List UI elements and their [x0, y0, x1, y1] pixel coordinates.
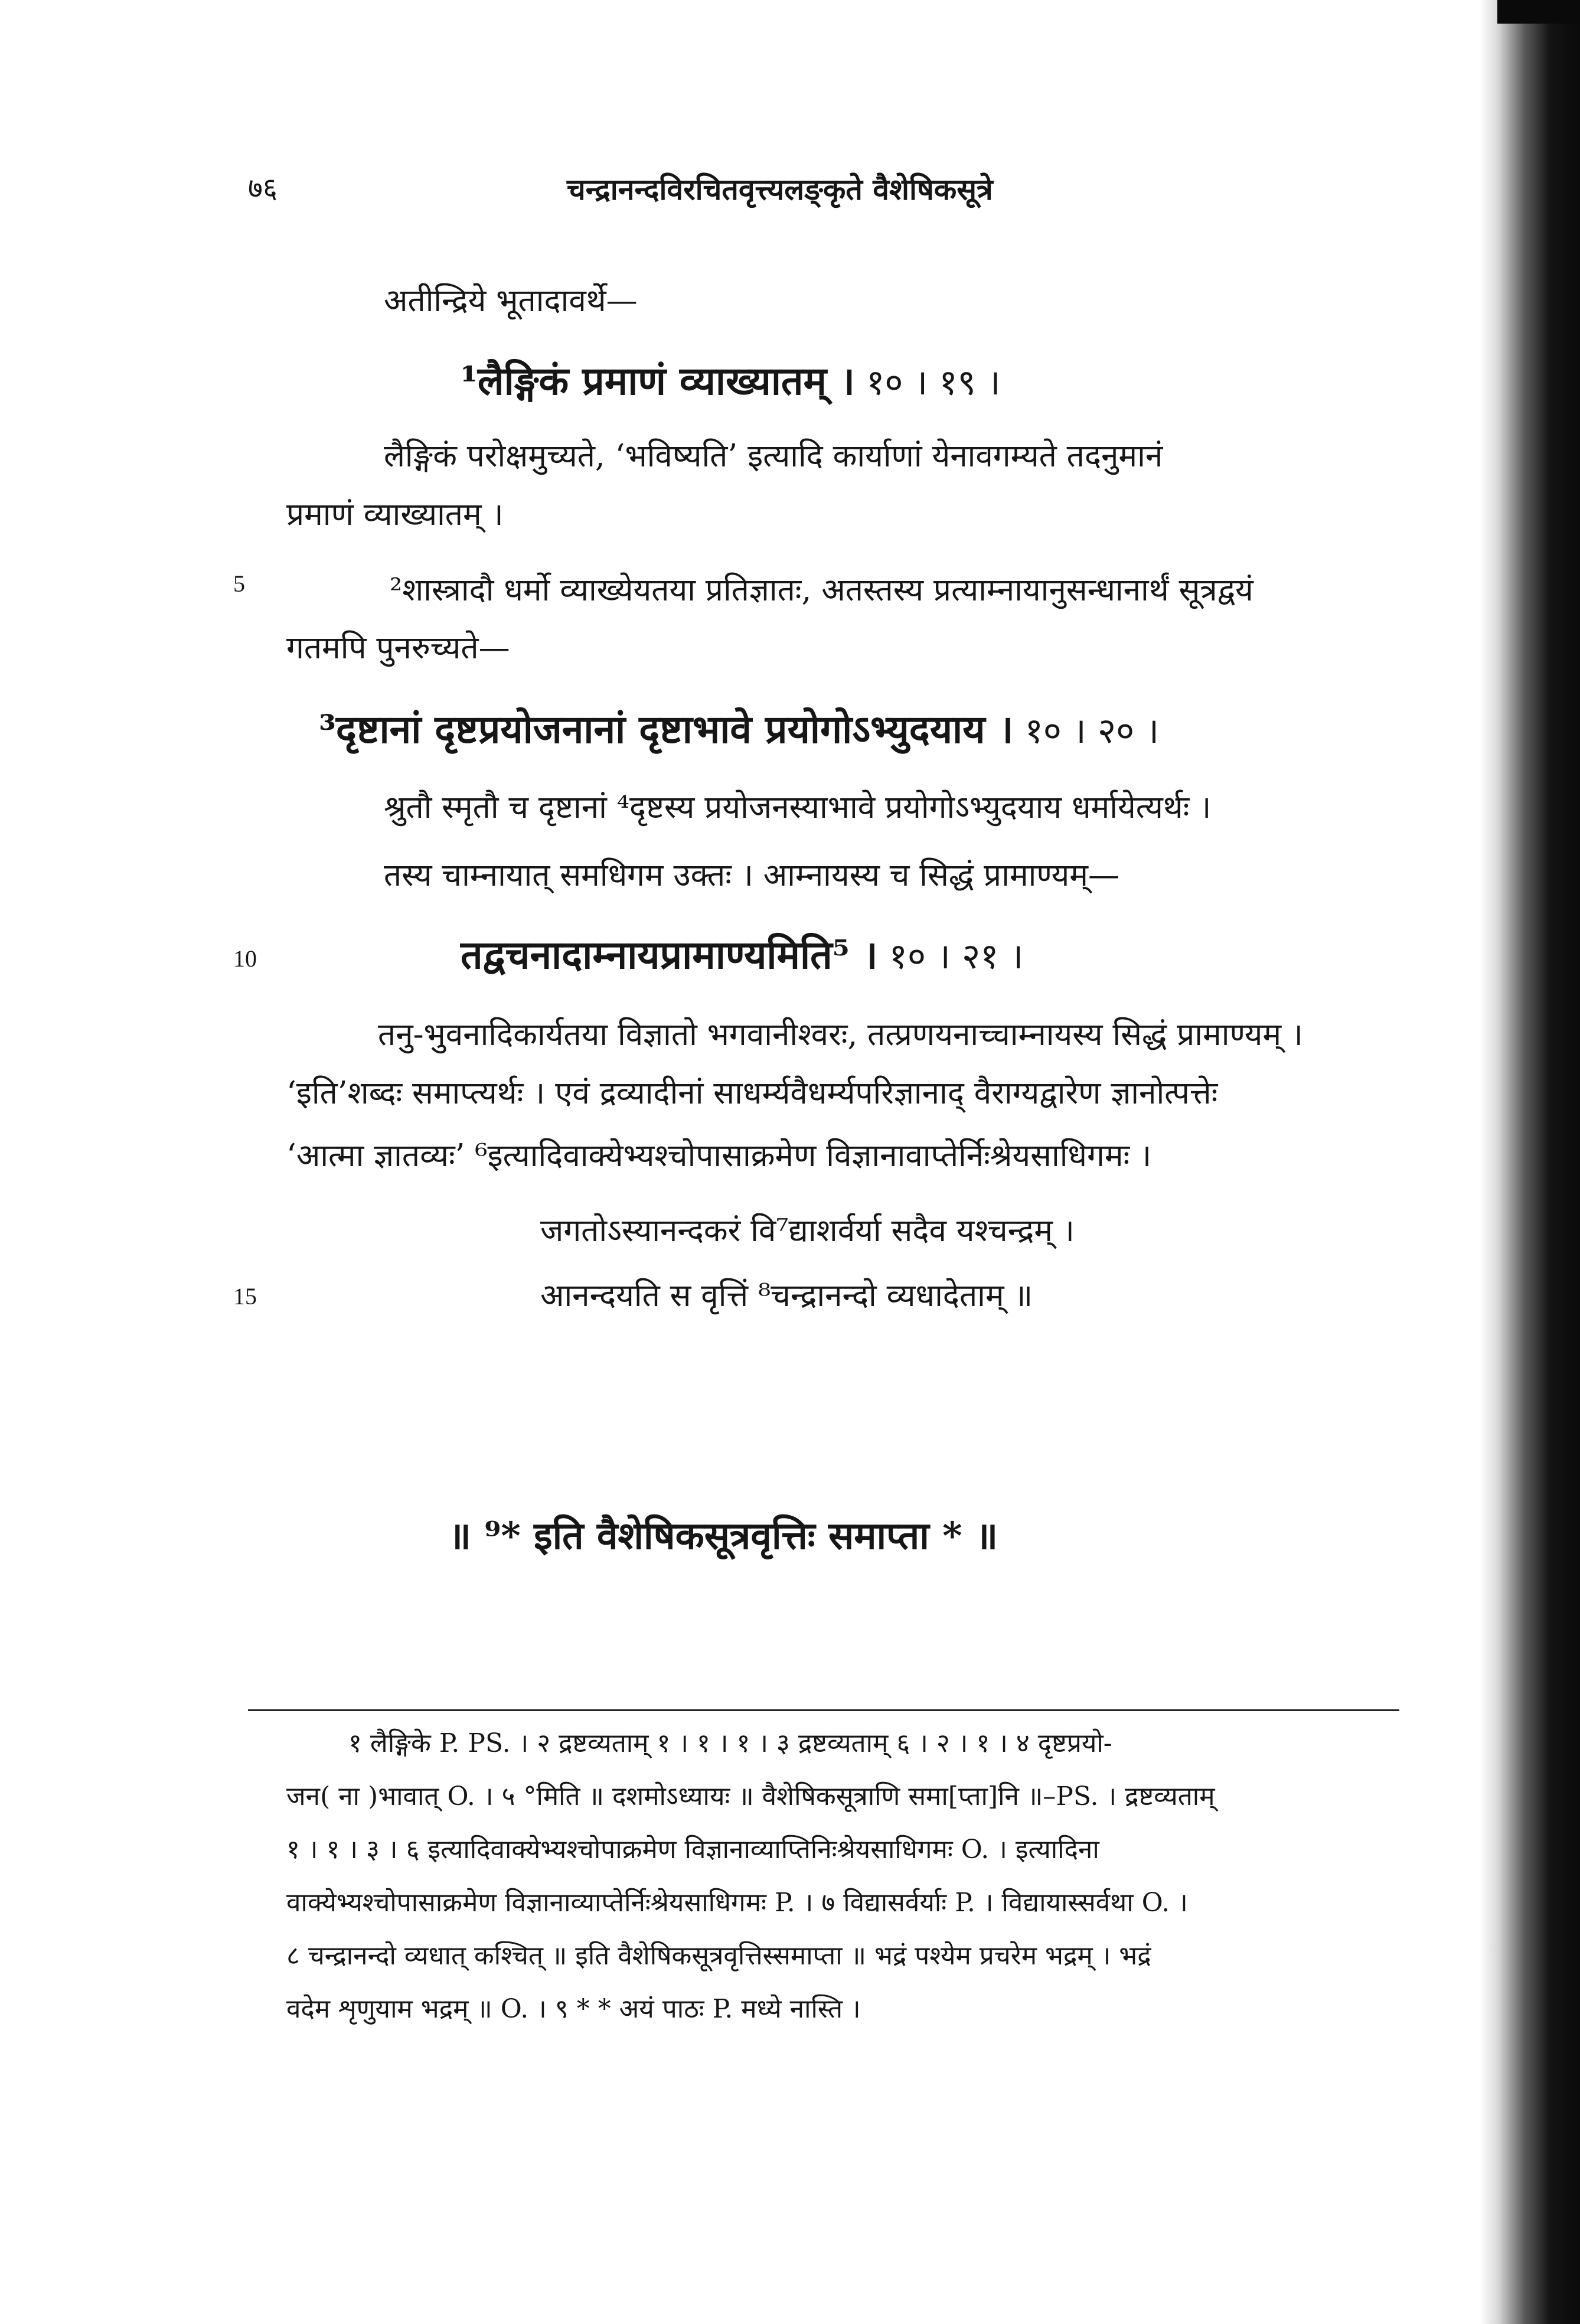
commentary-line: गतमपि पुनरुच्यते— — [286, 630, 510, 666]
verse-line: आनन्दयति स वृत्तिं ⁸चन्द्रानन्दो व्यधादेताम् ॥ — [540, 1278, 1033, 1314]
running-title: चन्द्रानन्दविरचितवृत्त्यलङ्कृते वैशेषिकसूत्रे — [567, 172, 993, 207]
sutra-text: ³दृष्टानां दृष्टप्रयोजनानां दृष्टाभावे प्रयोगोऽभ्युदयाय । — [319, 706, 1014, 752]
commentary-line: श्रुतौ स्मृतौ च दृष्टानां ⁴दृष्टस्य प्रयोजनस्याभावे प्रयोगोऽभ्युदयाय धर्मायेत्यर्थः । — [384, 789, 1212, 825]
sutra-number: १० । २० । — [1013, 710, 1160, 752]
commentary-line: ‘इति’शब्दः समाप्त्यर्थः । एवं द्रव्यादीनां साधर्म्यवैधर्म्यपरिज्ञानाद् वैराग्यद्वारेण ज्ञानोत्पत्तेः — [286, 1075, 1218, 1111]
sutra-text: तद्वचनादाम्नायप्रामाण्यमिति⁵ । — [461, 932, 878, 978]
commentary-line: तस्य चाम्नायात् समधिगम उक्तः । आम्नायस्य च सिद्धं प्रामाण्यम्— — [384, 857, 1119, 893]
sutra-10-21 — [461, 927, 1023, 980]
page-number: ७६ — [248, 172, 278, 205]
footnote-line: वदेम शृणुयाम भद्रम् ॥ O. । ९ * * अयं पाठः P. मध्ये नास्ति । — [286, 1994, 861, 2024]
footnote-line: जन( ना )भावात् O. । ५ °मिति ॥ दशमोऽध्यायः ॥ वैशेषिकसूत्राणि समा[प्ता]नि ॥–PS. । द्रष्टव्यताम् — [286, 1781, 1215, 1811]
commentary-line: लैङ्गिकं परोक्षमुच्यते, ‘भविष्यति’ इत्यादि कार्याणां येनावगम्यते तदनुमानं — [384, 438, 1163, 474]
footnote-line: ८ चन्द्रानन्दो व्यधात् कश्चित् ॥ इति वैशेषिकसूत्रवृत्तिस्समाप्ता ॥ भद्रं पश्येम प्रचरेम भद्रम् । भद्रं — [286, 1941, 1151, 1971]
line-number-15: 15 — [233, 1283, 257, 1310]
sutra-10-20 — [319, 701, 1159, 755]
line-number-5: 5 — [233, 570, 245, 597]
footnote-line: १ लैङ्गिके P. PS. । २ द्रष्टव्यताम् १ । १ । १ । ३ द्रष्टव्यताम् ६ । २ । १ । ४ दृष्टप्रयो- — [348, 1728, 1112, 1758]
sutra-number: १० । १९ । — [855, 362, 1001, 403]
colophon: ॥ ⁹* इति वैशेषिकसूत्रवृत्तिः समाप्ता * ॥ — [448, 1514, 998, 1558]
footnote-line: १ । १ । ३ । ६ इत्यादिवाक्येभ्यश्चोपाक्रमेण विज्ञानाव्याप्तिनिःश्रेयसाधिगमः O. । इत्यादिना — [286, 1835, 1099, 1865]
line-number-10: 10 — [233, 945, 257, 972]
footnote-divider — [248, 1709, 1399, 1711]
sutra-number: १० । २१ । — [877, 936, 1024, 977]
commentary-line: ²शास्त्रादौ धर्मो व्याख्येयतया प्रतिज्ञातः, अतस्तस्य प्रत्याम्नायानुसन्धानार्थं सूत्रद्वयं — [390, 572, 1253, 608]
commentary-line: प्रमाणं व्याख्यातम् । — [286, 497, 504, 533]
scan-shadow-edge — [1480, 0, 1580, 2324]
commentary-line: ‘आत्मा ज्ञातव्यः’ ⁶इत्यादिवाक्येभ्यश्चोपासाक्रमेण विज्ञानावाप्तेर्निःश्रेयसाधिगमः । — [286, 1138, 1152, 1174]
page-header — [248, 168, 1399, 216]
sutra-text: ¹लैङ्गिकं प्रमाणं व्याख्यातम् । — [461, 358, 856, 404]
scan-shadow-corner — [1497, 0, 1580, 24]
footnote-line: वाक्येभ्यश्चोपासाक्रमेण विज्ञानाव्याप्तेर्निःश्रेयसाधिगमः P. । ७ विद्यासर्वर्याः P. । विद्यायास्सर्वथा O. । — [286, 1888, 1188, 1918]
verse-line: जगतोऽस्यानन्दकरं वि⁷द्याशर्वर्या सदैव यश्चन्द्रम् । — [540, 1213, 1075, 1249]
sutra-10-19 — [461, 353, 1001, 406]
commentary-line: तनु-भुवनादिकार्यतया विज्ञातो भगवानीश्वरः, तत्प्रणयनाच्चाम्नायस्य सिद्धं प्रामाण्यम् । — [378, 1017, 1303, 1053]
intro-line: अतीन्द्रिये भूतादावर्थे— — [384, 283, 638, 319]
